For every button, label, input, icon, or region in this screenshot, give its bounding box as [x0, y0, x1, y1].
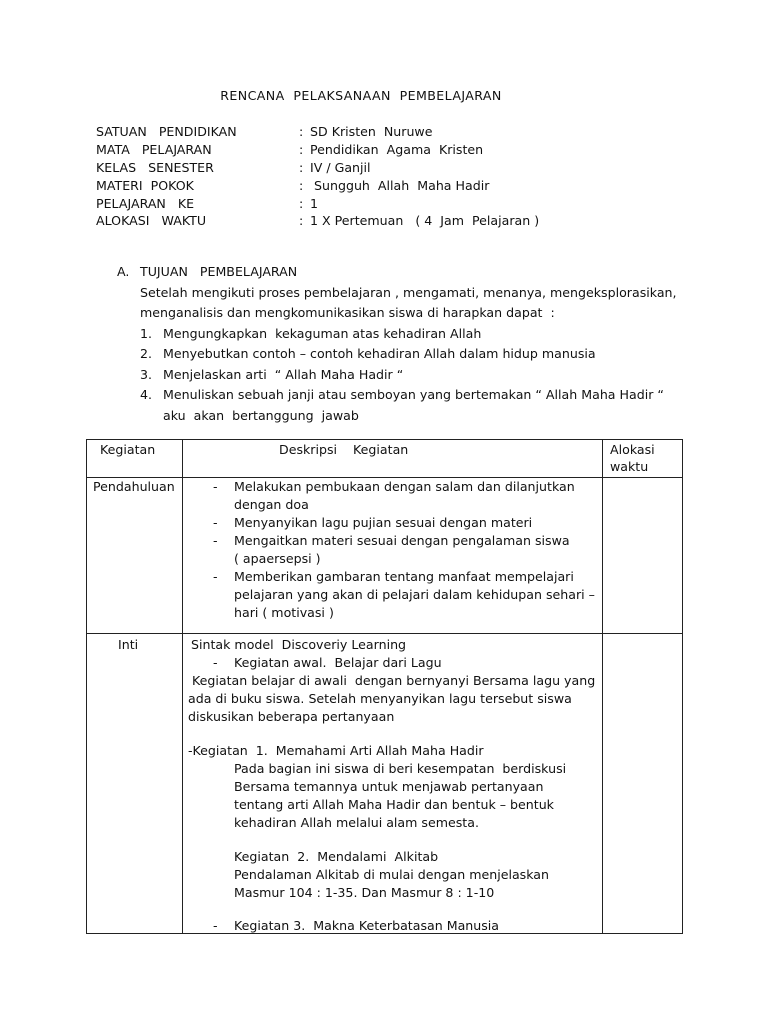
- header-alokasi-cell: [603, 440, 683, 478]
- kegiatan-2-desc: Masmur 104 : 1-35. Dan Masmur 8 : 1-10: [234, 885, 495, 900]
- alokasi-cell: [603, 634, 683, 934]
- info-key: PELAJARAN KE: [96, 196, 195, 211]
- header-alokasi: Alokasi: [610, 442, 655, 457]
- info-value: SD Kristen Nuruwe: [310, 124, 433, 139]
- sintak-line: Sintak model Discoveriy Learning: [191, 637, 407, 652]
- info-key: MATA PELAJARAN: [96, 142, 212, 157]
- deskripsi-cell: [183, 478, 603, 634]
- kegiatan-awal-title: Kegiatan awal. Belajar dari Lagu: [234, 655, 442, 670]
- kegiatan-awal-desc: ada di buku siswa. Setelah menyanyikan lagu tersebut siswa: [188, 691, 572, 706]
- kegiatan-label: Inti: [118, 637, 139, 652]
- table-row-pendahuluan: [87, 478, 683, 634]
- bullet-dash: -: [213, 569, 218, 584]
- objective-text: Menyebutkan contoh – contoh kehadiran Allah dalam hidup manusia: [163, 346, 596, 361]
- kegiatan-2-title: Kegiatan 2. Mendalami Alkitab: [234, 849, 439, 864]
- section-letter: A.: [117, 264, 130, 279]
- info-key: SATUAN PENDIDIKAN: [96, 124, 237, 139]
- objective-number: 1.: [140, 326, 153, 341]
- bullet-dash: -: [213, 655, 218, 670]
- kegiatan-cell: [87, 634, 183, 934]
- info-row-mata-pelajaran: [96, 142, 484, 160]
- header-kegiatan-cell: [87, 440, 183, 478]
- section-intro-line-1: Setelah mengikuti proses pembelajaran , mengamati, menanya, mengeksplorasikan,: [140, 285, 677, 300]
- objective-text: Menuliskan sebuah janji atau semboyan yang bertemakan “ Allah Maha Hadir “: [163, 387, 664, 402]
- table-row-inti: [87, 634, 683, 934]
- info-key: KELAS SENESTER: [96, 160, 214, 175]
- info-row-satuan: [96, 124, 433, 142]
- kegiatan-awal-desc: Kegiatan belajar di awali dengan bernyanyi Bersama lagu yang: [188, 673, 596, 688]
- bullet-dash: -: [213, 479, 218, 494]
- activity-line: ( apaersepsi ): [234, 551, 321, 566]
- bullet-dash: -: [213, 918, 218, 933]
- objective-text-continuation: aku akan bertanggung jawab: [163, 408, 359, 423]
- info-value: Pendidikan Agama Kristen: [310, 142, 484, 157]
- kegiatan-cell: [87, 478, 183, 634]
- objective-number: 4.: [140, 387, 153, 402]
- kegiatan-3-title: Kegiatan 3. Makna Keterbatasan Manusia: [234, 918, 500, 933]
- info-row-pelajaran-ke: [96, 196, 319, 214]
- info-row-materi: [96, 178, 490, 196]
- info-colon: :: [299, 124, 304, 139]
- info-colon: :: [299, 178, 304, 193]
- lesson-activity-table: [86, 439, 683, 934]
- header-waktu: waktu: [610, 459, 649, 474]
- kegiatan-1-desc: Pada bagian ini siswa di beri kesempatan berdiskusi: [234, 761, 567, 776]
- info-value: 1: [310, 196, 319, 211]
- header-deskripsi-cell: [183, 440, 603, 478]
- info-colon: :: [299, 196, 304, 211]
- section-heading: TUJUAN PEMBELAJARAN: [140, 264, 298, 279]
- activity-line: pelajaran yang akan di pelajari dalam kehidupan sehari –: [234, 587, 595, 602]
- bullet-dash: -: [213, 515, 218, 530]
- document-title: RENCANA PELAKSANAAN PEMBELAJARAN: [220, 88, 502, 103]
- header-deskripsi: Deskripsi Kegiatan: [279, 442, 409, 457]
- info-colon: :: [299, 160, 304, 175]
- objective-number: 2.: [140, 346, 153, 361]
- section-intro-line-2: menganalisis dan mengkomunikasikan siswa di harapkan dapat :: [140, 305, 555, 320]
- bullet-dash: -: [213, 533, 218, 548]
- kegiatan-1-title: -Kegiatan 1. Memahami Arti Allah Maha Hadir: [188, 743, 484, 758]
- info-row-kelas: [96, 160, 371, 178]
- activity-line: Melakukan pembukaan dengan salam dan dilanjutkan: [234, 479, 575, 494]
- info-row-alokasi: [96, 213, 540, 231]
- info-value: 1 X Pertemuan ( 4 Jam Pelajaran ): [310, 213, 540, 228]
- info-value: Sungguh Allah Maha Hadir: [310, 178, 490, 193]
- activity-line: Menyanyikan lagu pujian sesuai dengan materi: [234, 515, 533, 530]
- activity-line: Mengaitkan materi sesuai dengan pengalaman siswa: [234, 533, 570, 548]
- kegiatan-1-desc: kehadiran Allah melalui alam semesta.: [234, 815, 479, 830]
- activity-line: Memberikan gambaran tentang manfaat mempelajari: [234, 569, 574, 584]
- kegiatan-label: Pendahuluan: [93, 479, 175, 494]
- header-kegiatan: Kegiatan: [100, 442, 156, 457]
- activity-line: dengan doa: [234, 497, 309, 512]
- alokasi-cell: [603, 478, 683, 634]
- activity-line: hari ( motivasi ): [234, 605, 334, 620]
- info-value: IV / Ganjil: [310, 160, 371, 175]
- info-key: MATERI POKOK: [96, 178, 194, 193]
- objective-number: 3.: [140, 367, 153, 382]
- objective-text: Mengungkapkan kekaguman atas kehadiran Allah: [163, 326, 482, 341]
- objective-text: Menjelaskan arti “ Allah Maha Hadir “: [163, 367, 404, 382]
- kegiatan-awal-desc: diskusikan beberapa pertanyaan: [188, 709, 395, 724]
- kegiatan-1-desc: tentang arti Allah Maha Hadir dan bentuk – bentuk: [234, 797, 554, 812]
- info-key: ALOKASI WAKTU: [96, 213, 207, 228]
- info-colon: :: [299, 142, 304, 157]
- table-header-row: [87, 440, 683, 478]
- kegiatan-2-desc: Pendalaman Alkitab di mulai dengan menjelaskan: [234, 867, 550, 882]
- kegiatan-1-desc: Bersama temannya untuk menjawab pertanyaan: [234, 779, 544, 794]
- info-colon: :: [299, 213, 304, 228]
- deskripsi-cell: [183, 634, 603, 934]
